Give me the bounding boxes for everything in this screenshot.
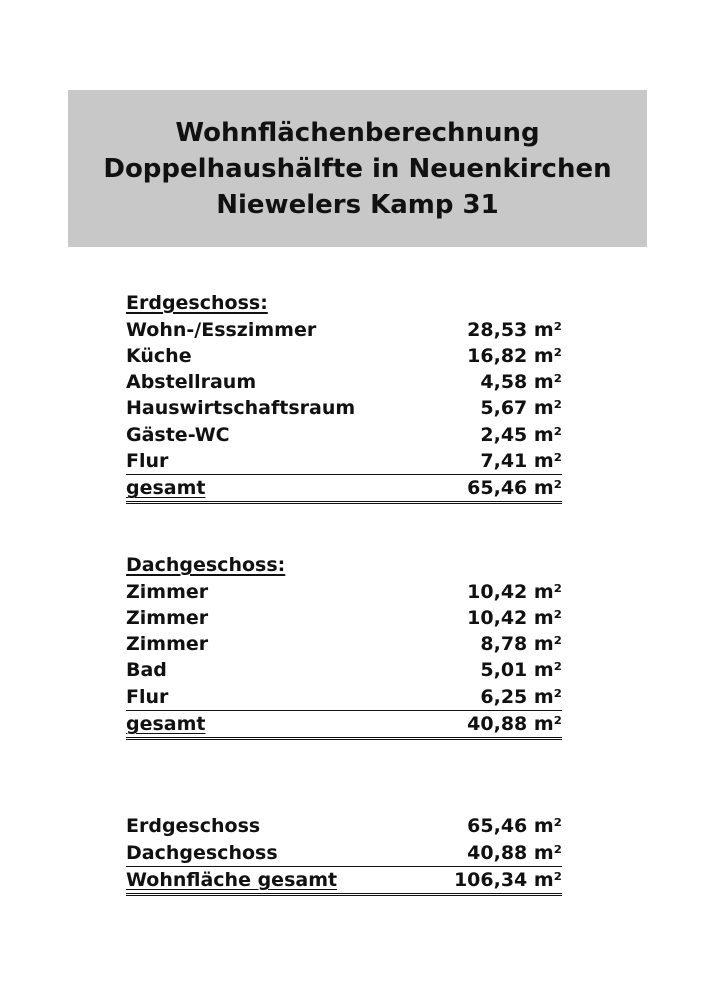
summary-area: 65,46 m² [467, 815, 562, 838]
table-row [126, 657, 562, 683]
section-heading-row [126, 290, 562, 316]
table-row [126, 369, 562, 395]
room-label: Wohn-/Esszimmer [126, 318, 317, 341]
total-label: gesamt [126, 713, 206, 736]
summary-area: 40,88 m² [467, 841, 562, 864]
room-area: 5,01 m² [480, 659, 562, 682]
total-label: gesamt [126, 477, 206, 500]
room-label: Küche [126, 344, 192, 367]
room-area: 5,67 m² [480, 397, 562, 420]
room-area: 10,42 m² [467, 580, 562, 603]
room-label: Bad [126, 659, 167, 682]
section-heading: Dachgeschoss: [126, 554, 286, 577]
table-row [126, 343, 562, 369]
room-label: Flur [126, 450, 169, 473]
room-label: Hauswirtschaftsraum [126, 397, 356, 420]
table-row [126, 448, 562, 474]
table-row [126, 605, 562, 631]
room-area: 7,41 m² [480, 450, 562, 473]
grand-total-label: Wohnfläche gesamt [126, 868, 338, 891]
room-label: Zimmer [126, 606, 209, 629]
room-area: 2,45 m² [480, 423, 562, 446]
room-label: Zimmer [126, 633, 209, 656]
total-row [126, 710, 562, 740]
summary-label: Dachgeschoss [126, 841, 278, 864]
table-row [126, 631, 562, 657]
room-area: 4,58 m² [480, 371, 562, 394]
title-line-2: Doppelhaushälfte in Neuenkirchen [103, 153, 612, 184]
total-area: 65,46 m² [467, 477, 562, 500]
room-area: 10,42 m² [467, 606, 562, 629]
table-row [126, 578, 562, 604]
grand-total-row [126, 866, 562, 896]
section-summary [126, 813, 562, 896]
title-line-3: Niewelers Kamp 31 [216, 189, 499, 220]
room-area: 16,82 m² [467, 344, 562, 367]
table-row [126, 683, 562, 709]
room-label: Flur [126, 685, 169, 708]
total-area: 40,88 m² [467, 713, 562, 736]
summary-label: Erdgeschoss [126, 815, 261, 838]
room-label: Abstellraum [126, 371, 257, 394]
title-line-1: Wohnflächenberechnung [175, 117, 540, 148]
table-row [126, 421, 562, 447]
room-area: 28,53 m² [467, 318, 562, 341]
section-dachgeschoss [126, 552, 562, 740]
table-row [126, 839, 562, 865]
room-label: Zimmer [126, 580, 209, 603]
total-row [126, 474, 562, 504]
room-area: 8,78 m² [480, 633, 562, 656]
table-row [126, 813, 562, 839]
room-area: 6,25 m² [480, 685, 562, 708]
table-row [126, 316, 562, 342]
section-heading: Erdgeschoss: [126, 292, 268, 315]
room-label: Gäste-WC [126, 423, 230, 446]
grand-total-area: 106,34 m² [453, 868, 562, 891]
section-heading-row [126, 552, 562, 578]
section-erdgeschoss [126, 290, 562, 504]
table-row [126, 395, 562, 421]
title-box [68, 90, 647, 247]
